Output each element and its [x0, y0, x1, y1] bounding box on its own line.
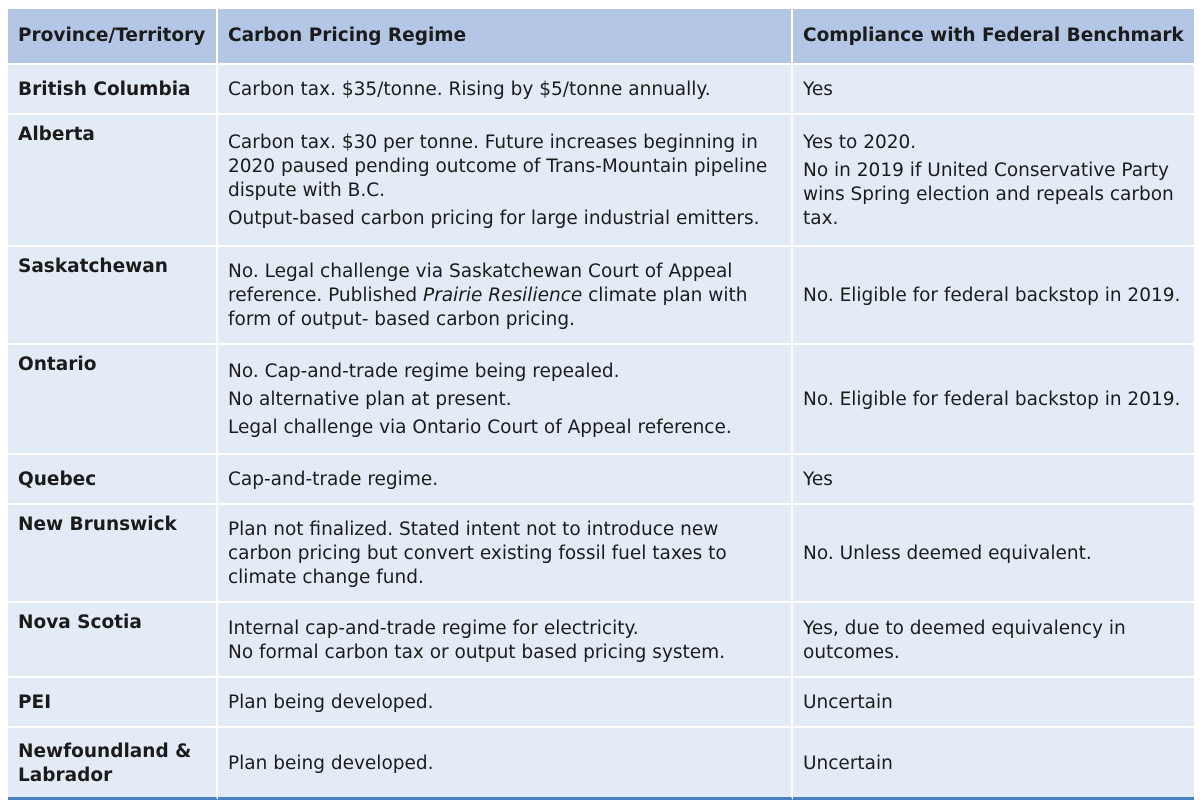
regime-cell [218, 455, 793, 505]
regime-text: No. Cap-and-trade regime being repealed. [228, 361, 620, 382]
province-cell: Alberta [8, 115, 218, 247]
compliance-cell [793, 345, 1194, 455]
province-cell: PEI [8, 678, 218, 728]
header-row [8, 9, 1194, 65]
compliance-cell [793, 603, 1194, 678]
regime-cell [218, 345, 793, 455]
compliance-text: No in 2019 if United Conservative Party wins Spring election and repeals carbon tax. [803, 160, 1174, 229]
regime-text: Cap-and-trade regime. [228, 469, 439, 490]
regime-text: No formal carbon tax or output based pricing system. [228, 641, 726, 663]
compliance-text: Yes to 2020. [803, 132, 917, 153]
compliance-text: No. Eligible for federal backstop in 2019. [803, 389, 1181, 410]
province-cell: Quebec [8, 455, 218, 505]
regime-cell [218, 505, 793, 603]
regime-cell [218, 603, 793, 678]
header-regime: Carbon Pricing Regime [218, 9, 793, 65]
compliance-cell [793, 728, 1194, 800]
carbon-pricing-table [8, 9, 1194, 800]
province-cell: Nova Scotia [8, 603, 218, 678]
regime-cell [218, 65, 793, 115]
compliance-text: Uncertain [803, 752, 893, 774]
plan-name: Prairie Resilience [423, 285, 583, 306]
regime-cell [218, 115, 793, 247]
regime-text [228, 260, 781, 332]
compliance-cell [793, 455, 1194, 505]
compliance-text: No. Unless deemed equivalent. [803, 543, 1092, 564]
province-cell: New Brunswick [8, 505, 218, 603]
regime-text: Plan being developed. [228, 692, 434, 713]
table-row [8, 345, 1194, 455]
table-row [8, 603, 1194, 678]
compliance-cell [793, 115, 1194, 247]
regime-text: Plan not finalized. Stated intent not to introduce new carbon pricing but convert existing fossil fuel taxes to climate change fund. [228, 519, 727, 588]
province-cell: Saskatchewan [8, 247, 218, 345]
compliance-text: No. Eligible for federal backstop in 2019. [803, 285, 1181, 306]
compliance-text: Yes [803, 79, 833, 100]
table-row [8, 115, 1194, 247]
compliance-cell [793, 678, 1194, 728]
table-row [8, 728, 1194, 800]
regime-text-part: climate plan with form of output- based carbon pricing. [228, 285, 748, 330]
regime-cell [218, 678, 793, 728]
regime-cell [218, 247, 793, 345]
table-row [8, 65, 1194, 115]
compliance-cell [793, 65, 1194, 115]
regime-text: Legal challenge via Ontario Court of Appeal reference. [228, 417, 732, 438]
regime-text: Carbon tax. $35/tonne. Rising by $5/tonne annually. [228, 79, 711, 100]
table-row [8, 455, 1194, 505]
regime-text-part: No. Legal challenge via Saskatchewan Court of Appeal reference. Published [228, 261, 733, 306]
table-row [8, 678, 1194, 728]
header-province: Province/Territory [8, 9, 218, 65]
table-row [8, 247, 1194, 345]
table-row [8, 505, 1194, 603]
province-cell: Ontario [8, 345, 218, 455]
regime-text: Carbon tax. $30 per tonne. Future increases beginning in 2020 paused pending outcome of Trans-Mountain pipeline dispute with B.C. [228, 132, 768, 201]
compliance-text: Yes, due to deemed equivalency in outcomes. [803, 617, 1126, 663]
regime-text: Internal cap-and-trade regime for electricity. [228, 617, 639, 639]
compliance-cell [793, 505, 1194, 603]
province-cell: Newfoundland & Labrador [8, 728, 218, 800]
compliance-text: Yes [803, 469, 833, 490]
province-cell: British Columbia [8, 65, 218, 115]
regime-text: Plan being developed. [228, 752, 434, 774]
regime-cell [218, 728, 793, 800]
header-compliance: Compliance with Federal Benchmark [793, 9, 1194, 65]
compliance-text: Uncertain [803, 692, 893, 713]
compliance-cell [793, 247, 1194, 345]
regime-text: Output-based carbon pricing for large industrial emitters. [228, 208, 760, 229]
regime-text: No alternative plan at present. [228, 389, 512, 410]
